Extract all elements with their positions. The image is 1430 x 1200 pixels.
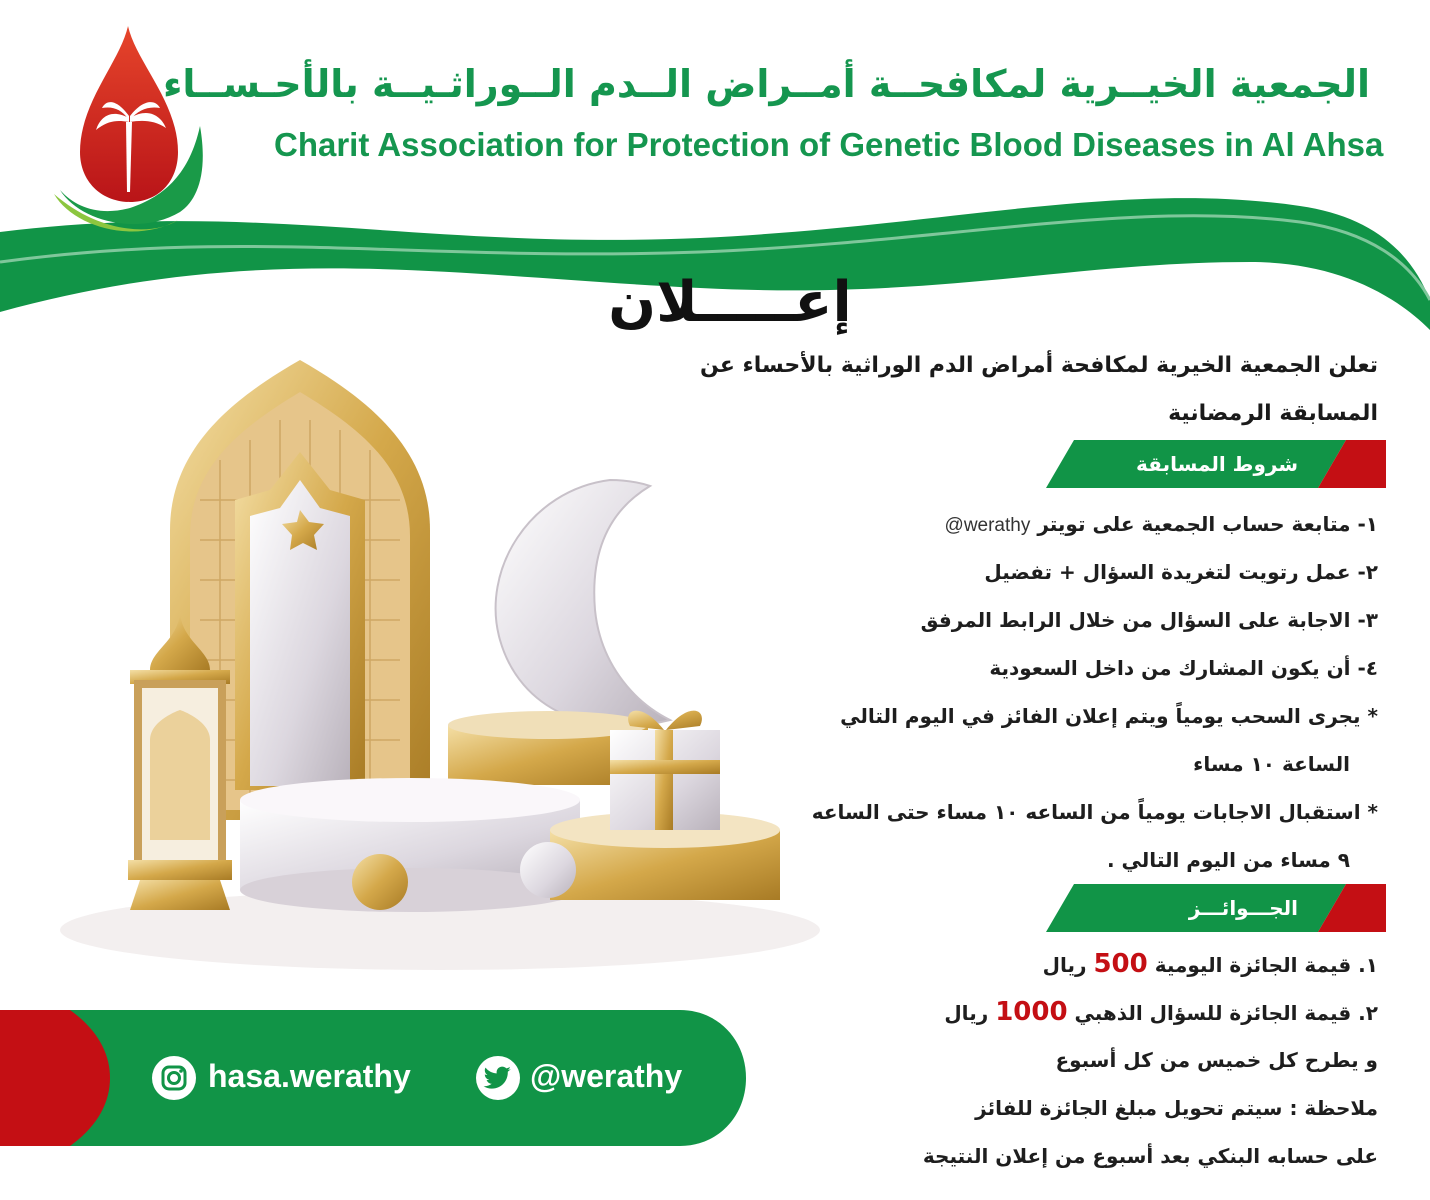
- announcement-intro: [598, 342, 1378, 438]
- list-item: ملاحظة : سيتم تحويل مبلغ الجائزة للفائز: [975, 1096, 1378, 1120]
- association-title-arabic: الجمعية الخيــرية لمكافحــة أمــراض الــدم الــوراثـيــة بالأحـســاء: [162, 62, 1370, 106]
- conditions-banner: [1046, 440, 1386, 488]
- intro-line-1: تعلن الجمعية الخيرية لمكافحة أمراض الدم الوراثية بالأحساء عن: [700, 353, 1378, 378]
- conditions-list: [658, 500, 1378, 884]
- list-item: ٣- الاجابة على السؤال من خلال الرابط المرفق: [920, 608, 1378, 632]
- intro-line-2: المسابقة الرمضانية: [1168, 401, 1378, 426]
- prizes-banner: [1046, 884, 1386, 932]
- note-draw-time: الساعة ١٠ مساء: [1193, 752, 1350, 776]
- list-item: و يطرح كل خميس من كل أسبوع: [1055, 1048, 1378, 1072]
- blood-drop-logo-icon: [50, 22, 210, 244]
- instagram-icon[interactable]: [152, 1056, 196, 1100]
- list-item: ٢- عمل رتويت لتغريدة السؤال + تفضيل: [984, 560, 1378, 584]
- instagram-handle[interactable]: hasa.werathy: [208, 1058, 411, 1094]
- list-item: ١- متابعة حساب الجمعية على تويتر werathy@: [944, 512, 1378, 536]
- list-item: ٢. قيمة الجائزة للسؤال الذهبي 1000 ريال: [944, 997, 1378, 1027]
- daily-prize-amount: 500: [1093, 949, 1148, 979]
- twitter-handle-text: werathy@: [944, 515, 1031, 536]
- crescent-icon: [496, 480, 670, 726]
- prizes-heading: الجـــوائـــز: [1188, 896, 1298, 920]
- list-item: على حسابه البنكي بعد أسبوع من إعلان النتيجة: [922, 1144, 1378, 1168]
- conditions-heading: شروط المسابقة: [1136, 452, 1298, 476]
- list-item: ٤- أن يكون المشارك من داخل السعودية: [989, 656, 1378, 680]
- note-answers: * استقبال الاجابات يومياً من الساعه ١٠ مساء حتى الساعه: [811, 800, 1378, 824]
- twitter-handle[interactable]: @werathy: [530, 1058, 683, 1094]
- twitter-icon[interactable]: [476, 1056, 520, 1100]
- list-item: ١. قيمة الجائزة اليومية 500 ريال: [1042, 949, 1378, 979]
- association-title-english: Charit Association for Protection of Genetic Blood Diseases in Al Ahsa: [274, 126, 1384, 163]
- prizes-list: [658, 940, 1378, 1180]
- note-answers-time: ٩ مساء من اليوم التالي .: [1107, 848, 1350, 872]
- note-draw: * يجرى السحب يومياً ويتم إعلان الفائز في اليوم التالي: [840, 704, 1378, 728]
- announcement-title: إعـــــلان: [608, 270, 852, 335]
- golden-prize-amount: 1000: [995, 997, 1068, 1027]
